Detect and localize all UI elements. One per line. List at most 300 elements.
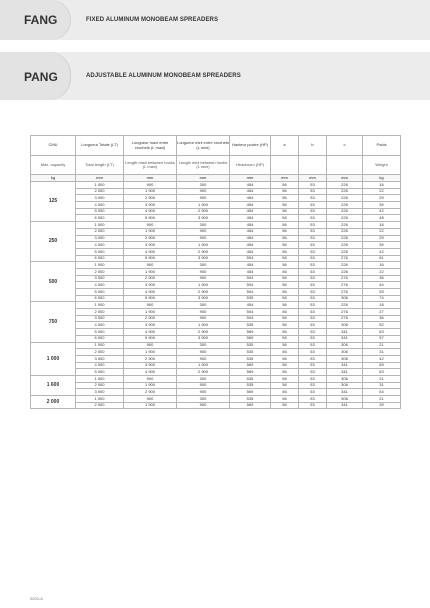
table-cell: 1 900: [124, 309, 177, 316]
table-cell: 2 000: [76, 188, 124, 195]
table-cell: 56: [271, 289, 299, 296]
table-cell: 300: [177, 222, 230, 229]
table-cell: 1 900: [124, 268, 177, 275]
table-cell: 306: [327, 382, 363, 389]
table-cell: 56: [271, 222, 299, 229]
header-bottom-cell: Headroom (HP): [230, 156, 271, 175]
table-cell: 341: [327, 362, 363, 369]
table-cell: 306: [327, 355, 363, 362]
header-top-cell: b: [299, 136, 327, 156]
table-cell: 56: [271, 268, 299, 275]
table-cell: 226: [327, 188, 363, 195]
table-cell: 2 900: [124, 355, 177, 362]
table-cell: 900: [124, 342, 177, 349]
unit-cell: mm: [327, 175, 363, 182]
table-cell: 1 900: [177, 282, 230, 289]
table-cell: 2 900: [124, 275, 177, 282]
table-cell: 53: [299, 362, 327, 369]
table-cell: 276: [327, 289, 363, 296]
table-row: [31, 389, 401, 396]
table-cell: 6 000: [76, 255, 124, 262]
table-row: [31, 355, 401, 362]
table-cell: 65: [363, 362, 401, 369]
table-row: [31, 295, 401, 302]
table-cell: 226: [327, 248, 363, 255]
header-top-cell: a: [271, 136, 299, 156]
table-cell: 900: [124, 396, 177, 403]
table-cell: 900: [177, 389, 230, 396]
table-cell: 1 900: [124, 188, 177, 195]
table-cell: 56: [271, 255, 299, 262]
table-cell: 3 000: [76, 195, 124, 202]
unit-cell: kg: [31, 175, 76, 182]
table-cell: 35: [363, 242, 401, 249]
table-cell: 900: [177, 349, 230, 356]
table-cell: 1 900: [177, 362, 230, 369]
table-cell: 6 000: [76, 215, 124, 222]
table-cell: 454: [230, 302, 271, 309]
table-row: [31, 335, 401, 342]
table-cell: 5 900: [124, 215, 177, 222]
table-cell: 900: [177, 315, 230, 322]
table-cell: 56: [271, 302, 299, 309]
table-cell: 226: [327, 202, 363, 209]
table-cell: 300: [177, 182, 230, 189]
table-cell: 306: [327, 322, 363, 329]
table-row: [31, 228, 401, 235]
table-header: [31, 136, 401, 182]
header-top-cell: CMU: [31, 136, 76, 156]
table-cell: 6 000: [76, 295, 124, 302]
table-cell: 341: [327, 389, 363, 396]
table-cell: 454: [230, 202, 271, 209]
table-cell: 226: [327, 222, 363, 229]
table-cell: 454: [230, 215, 271, 222]
table-cell: 53: [299, 268, 327, 275]
table-cell: 300: [177, 302, 230, 309]
table-cell: 53: [299, 202, 327, 209]
table-cell: 21: [363, 396, 401, 403]
table-cell: 4 900: [124, 289, 177, 296]
table-cell: 56: [271, 228, 299, 235]
table-cell: 3 000: [76, 275, 124, 282]
unit-cell: mm: [177, 175, 230, 182]
unit-cell: mm: [76, 175, 124, 182]
table-cell: 31: [363, 382, 401, 389]
table-cell: 306: [327, 295, 363, 302]
header-top-cell: Longueur mini entre crochets (L mini): [177, 136, 230, 156]
table-row: [31, 182, 401, 189]
table-cell: 18: [363, 302, 401, 309]
unit-cell: mm: [299, 175, 327, 182]
capacity-cell: 750: [31, 302, 76, 342]
header-bottom-cell: Weight: [363, 156, 401, 175]
table-cell: 454: [230, 188, 271, 195]
table-cell: 2 900: [124, 315, 177, 322]
table-row: [31, 302, 401, 309]
table-cell: 56: [271, 235, 299, 242]
table-cell: 3 000: [76, 355, 124, 362]
table-cell: 74: [363, 295, 401, 302]
table-row: [31, 268, 401, 275]
table-cell: 56: [271, 275, 299, 282]
table-cell: 535: [230, 349, 271, 356]
table-cell: 306: [327, 349, 363, 356]
table-cell: 48: [363, 215, 401, 222]
header-bottom-cell: Length mini between hooks (L mini): [177, 156, 230, 175]
table-cell: 31: [363, 349, 401, 356]
table-cell: 53: [299, 275, 327, 282]
table-cell: 4 000: [76, 282, 124, 289]
table-cell: 5 900: [124, 335, 177, 342]
table-cell: 454: [230, 228, 271, 235]
table-cell: 53: [299, 188, 327, 195]
table-cell: 56: [271, 248, 299, 255]
table-cell: 2 900: [124, 389, 177, 396]
table-cell: 2 900: [177, 329, 230, 336]
table-cell: 1 900: [177, 242, 230, 249]
header-bottom-cell: Length maxi between hooks (L maxi): [124, 156, 177, 175]
table-row: [31, 322, 401, 329]
table-cell: 226: [327, 235, 363, 242]
table-cell: 53: [299, 302, 327, 309]
table-cell: 4 000: [76, 362, 124, 369]
table-cell: 1 000: [76, 342, 124, 349]
table-cell: 2 000: [76, 402, 124, 409]
table-cell: 535: [230, 355, 271, 362]
table-cell: 53: [299, 382, 327, 389]
unit-cell: mm: [271, 175, 299, 182]
table-cell: 56: [271, 282, 299, 289]
table-cell: 56: [271, 329, 299, 336]
table-cell: 53: [299, 389, 327, 396]
table-cell: 53: [299, 248, 327, 255]
table-cell: 2 900: [177, 369, 230, 376]
fang-code: FANG: [24, 13, 58, 27]
table-cell: 300: [177, 375, 230, 382]
unit-cell: mm: [230, 175, 271, 182]
table-cell: 53: [299, 182, 327, 189]
table-cell: 1 900: [124, 382, 177, 389]
table-cell: 3 900: [124, 242, 177, 249]
header-bottom-cell: [271, 156, 299, 175]
table-cell: 900: [177, 268, 230, 275]
table-row: [31, 349, 401, 356]
table-cell: 504: [230, 289, 271, 296]
table-row: [31, 402, 401, 409]
table-cell: 16: [363, 262, 401, 269]
table-cell: 53: [299, 355, 327, 362]
table-cell: 341: [327, 402, 363, 409]
table-cell: 276: [327, 275, 363, 282]
table-cell: 454: [230, 182, 271, 189]
table-cell: 504: [230, 315, 271, 322]
table-row: [31, 282, 401, 289]
table-cell: 57: [363, 335, 401, 342]
table-row: [31, 242, 401, 249]
table-cell: 56: [271, 215, 299, 222]
table-row: [31, 202, 401, 209]
table-cell: 226: [327, 182, 363, 189]
table-cell: 900: [177, 235, 230, 242]
table-cell: 27: [363, 309, 401, 316]
table-cell: 61: [363, 255, 401, 262]
table-cell: 300: [177, 342, 230, 349]
table-cell: 569: [230, 369, 271, 376]
table-cell: 6 000: [76, 335, 124, 342]
table-cell: 2 900: [177, 289, 230, 296]
table-cell: 53: [299, 295, 327, 302]
table-cell: 226: [327, 262, 363, 269]
table-cell: 56: [271, 309, 299, 316]
capacity-cell: 250: [31, 222, 76, 262]
table-cell: 341: [327, 369, 363, 376]
table-cell: 56: [271, 322, 299, 329]
table-cell: 226: [327, 302, 363, 309]
table-cell: 3 000: [76, 235, 124, 242]
table-cell: 1 000: [76, 375, 124, 382]
table-row: [31, 375, 401, 382]
table-row: [31, 362, 401, 369]
table-cell: 56: [271, 188, 299, 195]
table-cell: 53: [299, 195, 327, 202]
capacity-cell: 500: [31, 262, 76, 302]
table-cell: 900: [124, 302, 177, 309]
table-cell: 53: [299, 375, 327, 382]
table-cell: 300: [177, 262, 230, 269]
table-cell: 2 000: [76, 228, 124, 235]
table-cell: 341: [327, 335, 363, 342]
table-cell: 29: [363, 195, 401, 202]
table-cell: 569: [230, 329, 271, 336]
table-cell: 56: [271, 382, 299, 389]
table-cell: 56: [271, 182, 299, 189]
table-cell: 226: [327, 215, 363, 222]
table-cell: 53: [299, 228, 327, 235]
header-row-bottom: [31, 156, 401, 175]
table-cell: 535: [230, 375, 271, 382]
table-cell: 53: [299, 402, 327, 409]
table-cell: 54: [363, 389, 401, 396]
table-row: [31, 208, 401, 215]
header-bottom-cell: [299, 156, 327, 175]
table-cell: 226: [327, 242, 363, 249]
table-cell: 504: [230, 282, 271, 289]
table-cell: 1 000: [76, 302, 124, 309]
table-cell: 53: [299, 262, 327, 269]
table-cell: 5 900: [124, 255, 177, 262]
table-cell: 306: [327, 342, 363, 349]
table-cell: 56: [271, 295, 299, 302]
capacity-cell: 1 600: [31, 375, 76, 395]
table-cell: 29: [363, 235, 401, 242]
table-cell: 56: [271, 262, 299, 269]
table-cell: 53: [299, 309, 327, 316]
table-cell: 900: [177, 402, 230, 409]
table-cell: 3 000: [76, 389, 124, 396]
table-cell: 36: [363, 315, 401, 322]
table-cell: 56: [271, 362, 299, 369]
spec-table-wrapper: [30, 135, 400, 409]
table-cell: 535: [230, 396, 271, 403]
table-cell: 300: [177, 396, 230, 403]
table-cell: 900: [177, 355, 230, 362]
table-cell: 4 900: [124, 369, 177, 376]
table-cell: 900: [124, 182, 177, 189]
table-cell: 569: [230, 389, 271, 396]
table-cell: 504: [230, 255, 271, 262]
table-cell: 306: [327, 396, 363, 403]
table-cell: 53: [299, 235, 327, 242]
table-cell: 226: [327, 228, 363, 235]
header-top-cell: Longueur Totale (LT): [76, 136, 124, 156]
table-cell: 56: [271, 396, 299, 403]
capacity-cell: 125: [31, 182, 76, 222]
table-cell: 53: [299, 322, 327, 329]
table-cell: 56: [271, 389, 299, 396]
table-row: [31, 188, 401, 195]
table-cell: 53: [299, 282, 327, 289]
table-cell: 454: [230, 195, 271, 202]
table-cell: 900: [177, 382, 230, 389]
page-footer-code: 0203-A: [30, 596, 43, 601]
table-cell: 22: [363, 188, 401, 195]
table-cell: 569: [230, 402, 271, 409]
table-cell: 4 000: [76, 202, 124, 209]
table-cell: 53: [299, 335, 327, 342]
header-row-top: [31, 136, 401, 156]
table-cell: 3 900: [124, 362, 177, 369]
table-cell: 56: [271, 342, 299, 349]
table-cell: 504: [230, 309, 271, 316]
spec-table: [30, 135, 401, 409]
header-bottom-cell: [327, 156, 363, 175]
table-cell: 2 900: [124, 235, 177, 242]
table-cell: 900: [177, 195, 230, 202]
table-cell: 1 000: [76, 222, 124, 229]
table-cell: 1 000: [76, 396, 124, 403]
table-cell: 53: [299, 208, 327, 215]
table-cell: 226: [327, 195, 363, 202]
table-cell: 900: [124, 375, 177, 382]
fang-title: FIXED ALUMINUM MONOBEAM SPREADERS: [86, 17, 219, 23]
table-cell: 504: [230, 275, 271, 282]
table-cell: 53: [363, 289, 401, 296]
fang-header-band: [0, 0, 430, 40]
table-row: [31, 315, 401, 322]
table-cell: 56: [271, 375, 299, 382]
table-cell: 56: [271, 402, 299, 409]
table-cell: 535: [230, 295, 271, 302]
table-cell: 21: [363, 342, 401, 349]
table-cell: 53: [299, 242, 327, 249]
table-cell: 56: [271, 202, 299, 209]
table-cell: 454: [230, 268, 271, 275]
table-cell: 16: [363, 182, 401, 189]
table-cell: 4 000: [76, 242, 124, 249]
table-cell: 306: [327, 375, 363, 382]
capacity-cell: 2 000: [31, 396, 76, 409]
table-cell: 454: [230, 208, 271, 215]
table-cell: 39: [363, 402, 401, 409]
table-cell: 341: [327, 329, 363, 336]
table-cell: 569: [230, 335, 271, 342]
table-cell: 5 000: [76, 248, 124, 255]
table-cell: 454: [230, 222, 271, 229]
table-cell: 5 000: [76, 369, 124, 376]
table-row: [31, 289, 401, 296]
table-cell: 5 900: [124, 295, 177, 302]
table-cell: 42: [363, 248, 401, 255]
table-cell: 53: [299, 289, 327, 296]
table-cell: 454: [230, 242, 271, 249]
header-top-cell: c: [327, 136, 363, 156]
table-cell: 5 000: [76, 329, 124, 336]
table-cell: 3 000: [76, 315, 124, 322]
table-cell: 3 900: [177, 295, 230, 302]
table-cell: 56: [271, 195, 299, 202]
table-cell: 2 000: [76, 382, 124, 389]
table-cell: 53: [299, 329, 327, 336]
pang-title: ADJUSTABLE ALUMINUM MONOBEAM SPREADERS: [86, 73, 241, 79]
table-cell: 42: [363, 208, 401, 215]
header-top-cell: Poids: [363, 136, 401, 156]
table-cell: 454: [230, 248, 271, 255]
table-cell: 56: [271, 335, 299, 342]
table-cell: 454: [230, 262, 271, 269]
table-cell: 900: [177, 309, 230, 316]
table-cell: 56: [271, 208, 299, 215]
table-cell: 56: [271, 349, 299, 356]
pang-header-band: [0, 52, 430, 100]
table-row: [31, 309, 401, 316]
table-cell: 53: [299, 215, 327, 222]
table-cell: 3 900: [124, 202, 177, 209]
table-cell: 2 900: [124, 195, 177, 202]
table-row: [31, 396, 401, 403]
table-row: [31, 369, 401, 376]
table-cell: 36: [363, 275, 401, 282]
table-cell: 5 000: [76, 208, 124, 215]
table-cell: 2 000: [76, 309, 124, 316]
capacity-cell: 1 000: [31, 342, 76, 375]
table-cell: 53: [299, 396, 327, 403]
table-row: [31, 255, 401, 262]
table-cell: 44: [363, 282, 401, 289]
table-cell: 900: [124, 222, 177, 229]
units-row: [31, 175, 401, 182]
table-cell: 56: [271, 355, 299, 362]
table-cell: 900: [177, 188, 230, 195]
table-cell: 22: [363, 228, 401, 235]
table-cell: 16: [363, 222, 401, 229]
table-cell: 1 900: [124, 349, 177, 356]
table-cell: 1 900: [124, 402, 177, 409]
table-cell: 3 900: [124, 282, 177, 289]
table-cell: 1 000: [76, 262, 124, 269]
table-cell: 53: [299, 222, 327, 229]
table-cell: 63: [363, 329, 401, 336]
table-row: [31, 329, 401, 336]
table-cell: 53: [299, 255, 327, 262]
header-bottom-cell: Total length (LT): [76, 156, 124, 175]
table-row: [31, 235, 401, 242]
table-cell: 535: [230, 342, 271, 349]
table-cell: 226: [327, 208, 363, 215]
table-cell: 52: [363, 322, 401, 329]
table-row: [31, 215, 401, 222]
table-cell: 56: [271, 242, 299, 249]
